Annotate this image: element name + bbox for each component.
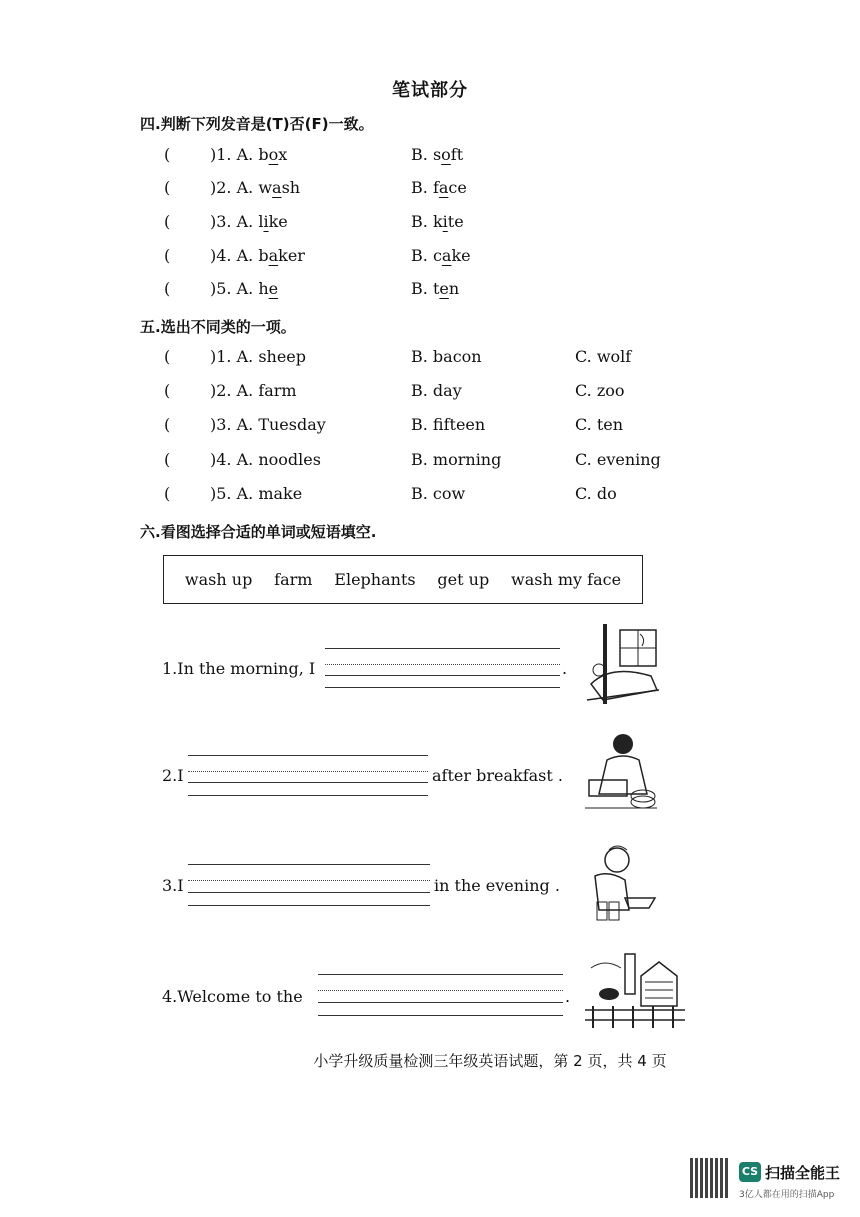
option-a [210, 246, 305, 265]
word-b: cake [432, 246, 471, 265]
camscanner-logo-icon: CS [739, 1162, 761, 1182]
answer-paren: ( [164, 212, 171, 231]
watermark-tagline: 3亿人都在用的扫描App [739, 1190, 835, 1200]
writing-dotted-line [188, 771, 428, 772]
section-6-heading: 六.看图选择合适的单词或短语填空. [140, 523, 377, 541]
writing-line [188, 892, 430, 893]
option-c: C. do [575, 484, 617, 503]
word-bank-item: get up [437, 570, 490, 589]
underlined-letter: e [439, 279, 449, 298]
washing-dishes-picture [585, 730, 660, 812]
option-c: C. zoo [575, 381, 625, 400]
answer-paren: ( [164, 279, 171, 298]
option-a: )4. A. noodles [210, 450, 321, 469]
option-a [210, 279, 278, 298]
answer-paren: ( [164, 145, 171, 164]
question-3-prefix: 3.I [162, 876, 184, 895]
option-a: )1. A. sheep [210, 347, 307, 366]
section-5-heading: 五.选出不同类的一项。 [140, 318, 296, 336]
option-b: B. cake [411, 246, 471, 265]
answer-paren: ( [164, 450, 171, 469]
option-b: B. ten [411, 279, 460, 298]
word-b: soft [432, 145, 464, 164]
question-number: )4. A. [210, 246, 254, 265]
option-b: B. face [411, 178, 467, 197]
word-bank-item: Elephants [334, 570, 416, 589]
question-4-suffix: . [565, 987, 571, 1006]
writing-line [325, 675, 560, 676]
question-3-suffix: in the evening . [434, 876, 560, 895]
question-2-suffix: after breakfast . [432, 766, 563, 785]
writing-dotted-line [188, 880, 430, 881]
answer-paren: ( [164, 347, 171, 366]
word-a: baker [258, 246, 305, 265]
question-1-prefix: 1.In the morning, I [162, 659, 316, 678]
underlined-letter: a [441, 246, 452, 265]
underlined-letter: i [442, 212, 448, 231]
option-b: B. morning [411, 450, 502, 469]
question-4-prefix: 4.Welcome to the [162, 987, 303, 1006]
answer-paren: ( [164, 381, 171, 400]
option-b: B. kite [411, 212, 464, 231]
underlined-letter: e [268, 279, 279, 298]
option-b: B. soft [411, 145, 464, 164]
option-a [210, 212, 288, 231]
option-c: C. evening [575, 450, 661, 469]
underlined-letter: a [272, 178, 282, 197]
watermark-app-name: 扫描全能王 [765, 1164, 841, 1182]
option-a [210, 178, 300, 197]
word-a: like [258, 212, 288, 231]
writing-dotted-line [318, 990, 563, 991]
writing-line [188, 864, 430, 865]
option-a: )3. A. Tuesday [210, 415, 326, 434]
word-a: he [258, 279, 279, 298]
writing-line [188, 755, 428, 756]
word-b: face [432, 178, 467, 197]
word-a: box [258, 145, 288, 164]
answer-paren: ( [164, 415, 171, 434]
writing-line [188, 795, 428, 796]
writing-line [318, 1002, 563, 1003]
underlined-letter: o [268, 145, 279, 164]
option-a [210, 145, 287, 164]
underlined-letter: o [441, 145, 451, 164]
writing-dotted-line [325, 664, 560, 665]
question-number: )5. A. [210, 279, 254, 298]
writing-line [318, 1015, 563, 1016]
question-number: )2. A. [210, 178, 254, 197]
question-number: )1. A. [210, 145, 254, 164]
option-b: B. cow [411, 484, 466, 503]
word-bank-box [163, 555, 643, 604]
word-b: ten [432, 279, 460, 298]
word-b: kite [432, 212, 464, 231]
word-a: wash [258, 178, 301, 197]
writing-line [325, 687, 560, 688]
option-b: B. bacon [411, 347, 482, 366]
answer-paren: ( [164, 484, 171, 503]
bedroom-picture [585, 624, 665, 706]
option-a: )5. A. make [210, 484, 303, 503]
option-c: C. ten [575, 415, 624, 434]
page-title: 笔试部分 [392, 80, 468, 101]
word-bank-item: farm [274, 570, 313, 589]
option-b: B. fifteen [411, 415, 486, 434]
answer-paren: ( [164, 246, 171, 265]
option-a: )2. A. farm [210, 381, 297, 400]
underlined-letter: a [438, 178, 449, 197]
page-footer: 小学升级质量检测三年级英语试题，第 2 页，共 4 页 [313, 1052, 667, 1070]
section-4-heading: 四.判断下列发音是(T)否(F)一致。 [140, 115, 374, 133]
writing-line [318, 974, 563, 975]
farm-picture [585, 946, 685, 1032]
question-2-prefix: 2.I [162, 766, 184, 785]
underlined-letter: i [263, 212, 269, 231]
option-c: C. wolf [575, 347, 632, 366]
washing-face-picture [585, 840, 660, 922]
word-bank-item: wash up [184, 570, 253, 589]
option-b: B. day [411, 381, 462, 400]
qr-code-icon [690, 1158, 730, 1198]
writing-line [188, 905, 430, 906]
answer-paren: ( [164, 178, 171, 197]
question-1-suffix: . [562, 659, 568, 678]
question-number: )3. A. [210, 212, 254, 231]
word-bank-item: wash my face [511, 570, 622, 589]
writing-line [188, 782, 428, 783]
underlined-letter: a [268, 246, 279, 265]
writing-line [325, 648, 560, 649]
